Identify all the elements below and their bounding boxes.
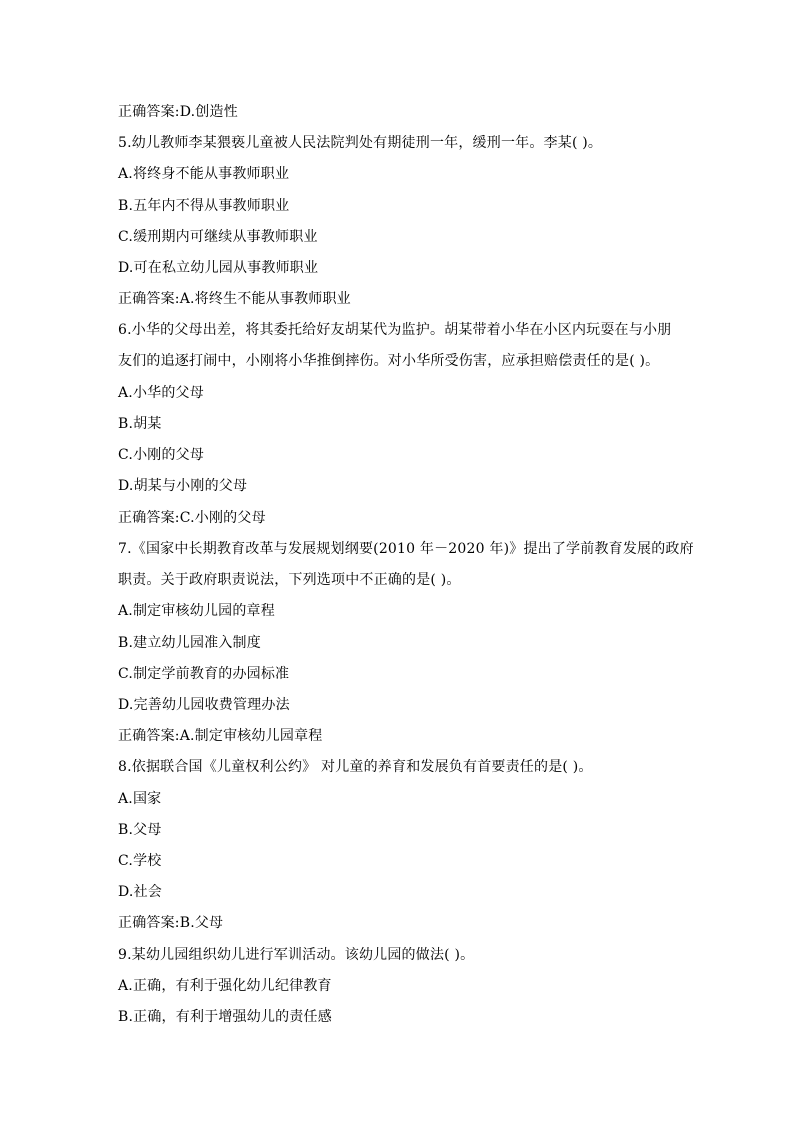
option-5b: B.五年内不得从事教师职业	[118, 198, 290, 214]
option-8b: B.父母	[118, 822, 162, 838]
option-9a: A.正确，有利于强化幼儿纪律教育	[118, 978, 332, 994]
answer-line-q8: 正确答案:B.父母	[118, 915, 224, 931]
question-9-text: 9.某幼儿园组织幼儿进行军训活动。该幼儿园的做法( )。	[118, 947, 475, 963]
answer-line-q6: 正确答案:C.小刚的父母	[118, 510, 266, 526]
option-9b: B.正确，有利于增强幼儿的责任感	[118, 1009, 332, 1025]
option-5c: C.缓刑期内可继续从事教师职业	[118, 229, 318, 245]
option-7c: C.制定学前教育的办园标准	[118, 666, 290, 682]
option-8a: A.国家	[118, 791, 162, 807]
answer-line-q7: 正确答案:A.制定审核幼儿园章程	[118, 728, 323, 744]
option-7b: B.建立幼儿园准入制度	[118, 635, 261, 651]
option-5d: D.可在私立幼儿园从事教师职业	[118, 260, 319, 276]
question-6-text-line2: 友们的追逐打闹中，小刚将小华推倒摔伤。对小华所受伤害，应承担赔偿责任的是( )。	[118, 353, 660, 369]
option-6b: B.胡某	[118, 416, 162, 432]
answer-line-q4: 正确答案:D.创造性	[118, 104, 238, 120]
option-6c: C.小刚的父母	[118, 447, 205, 463]
option-6a: A.小华的父母	[118, 385, 204, 401]
option-6d: D.胡某与小刚的父母	[118, 478, 248, 494]
question-7-text-line2: 职责。关于政府职责说法，下列选项中不正确的是( )。	[118, 572, 461, 588]
question-6-text-line1: 6.小华的父母出差，将其委托给好友胡某代为监护。胡某带着小华在小区内玩耍在与小朋	[118, 322, 672, 338]
question-7-text-line1: 7.《国家中长期教育改革与发展规划纲要(2010 年－2020 年)》提出了学前教育发展的政府	[118, 541, 694, 557]
option-5a: A.将终身不能从事教师职业	[118, 166, 290, 182]
question-8-text: 8.依据联合国《儿童权利公约》 对儿童的养育和发展负有首要责任的是( )。	[118, 759, 593, 775]
answer-line-q5: 正确答案:A.将终生不能从事教师职业	[118, 291, 351, 307]
option-8d: D.社会	[118, 884, 162, 900]
option-7d: D.完善幼儿园收费管理办法	[118, 697, 290, 713]
option-8c: C.学校	[118, 853, 162, 869]
option-7a: A.制定审核幼儿园的章程	[118, 603, 275, 619]
question-5-text: 5.幼儿教师李某猥亵儿童被人民法院判处有期徒刑一年，缓刑一年。李某( )。	[118, 135, 603, 151]
